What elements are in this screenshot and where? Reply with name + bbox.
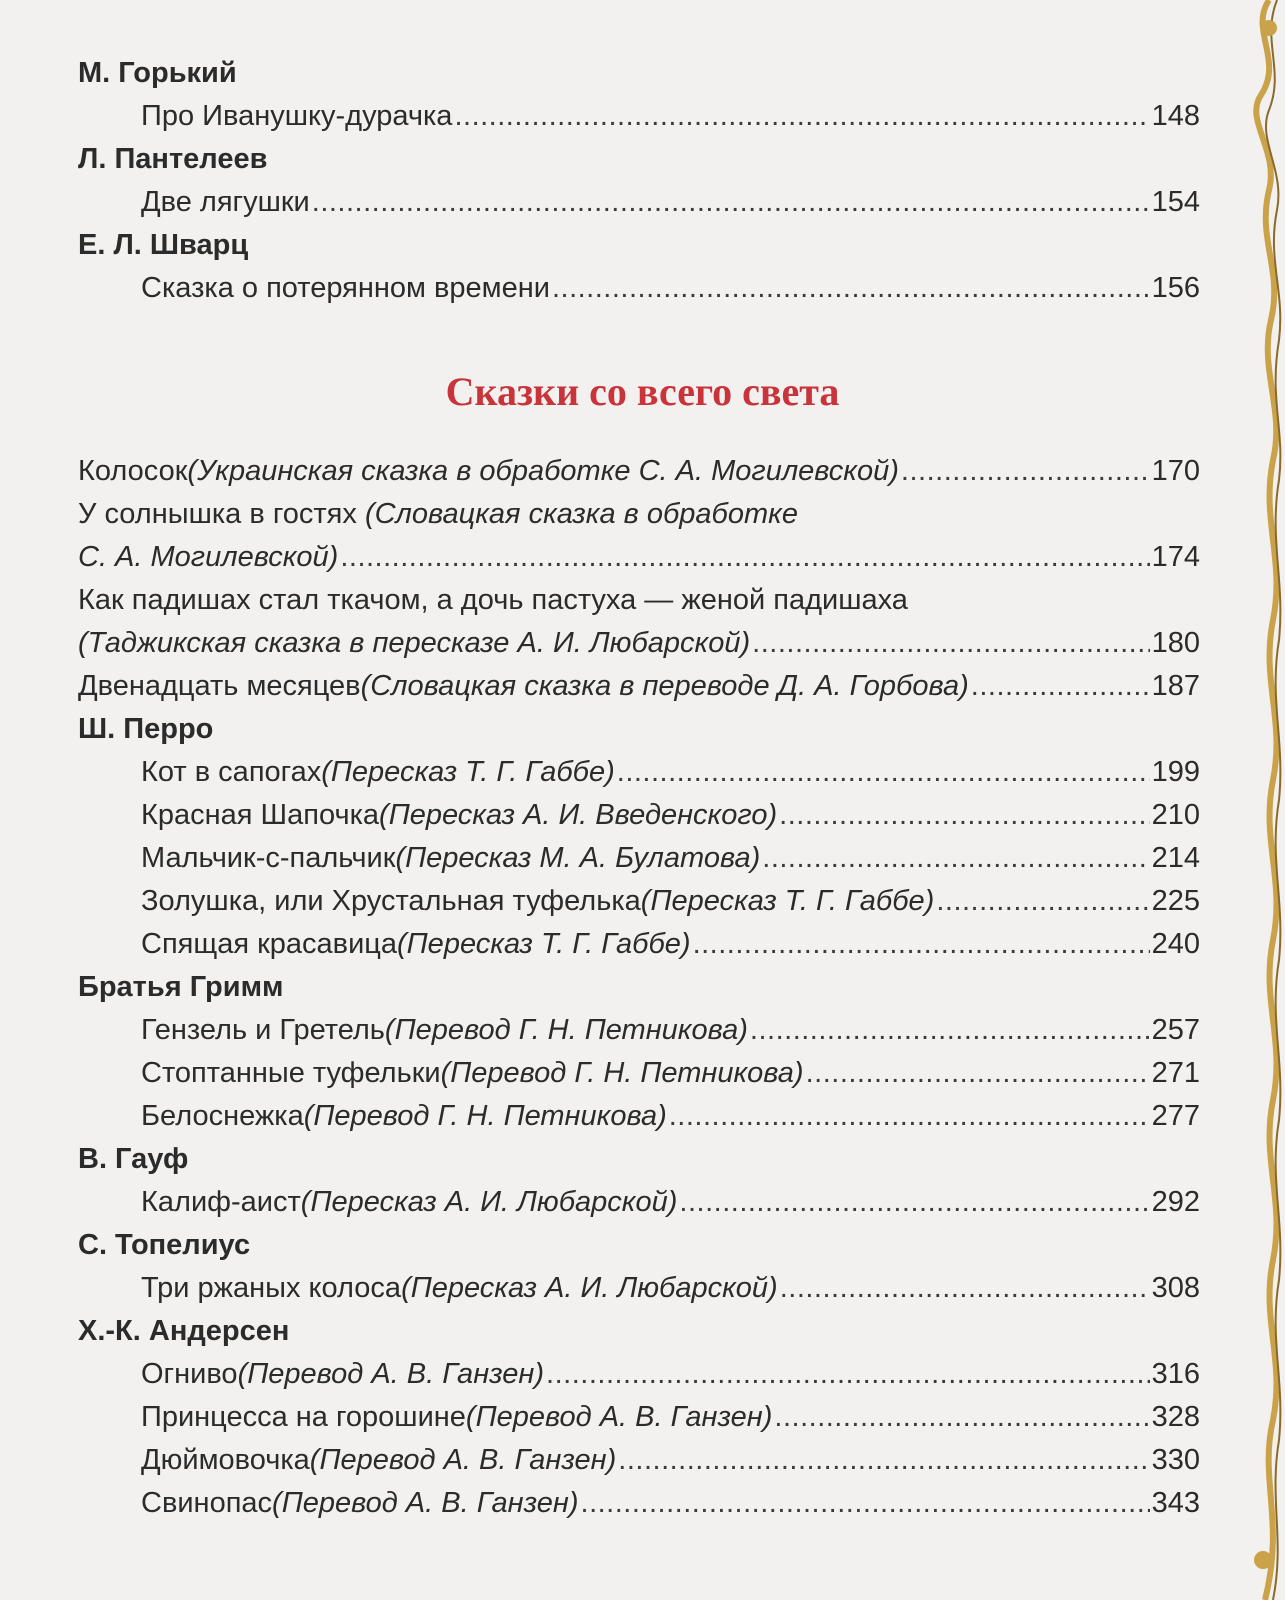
entry-title: Стоптанные туфельки	[141, 1057, 441, 1089]
entry-note: (Словацкая сказка в обработке	[364, 498, 798, 530]
leader-dots	[546, 1353, 1150, 1396]
entry-title: Двенадцать месяцев	[78, 670, 361, 702]
toc-entry[interactable]	[78, 837, 1200, 880]
toc-entry[interactable]	[78, 450, 1200, 493]
author-name: М. Горький	[78, 57, 237, 89]
toc-entry[interactable]	[78, 536, 1200, 579]
entry-title: Сказка о потерянном времени	[141, 272, 550, 304]
entry-note: (Словацкая сказка в переводе Д. А. Горбова)	[360, 670, 969, 702]
toc-entry[interactable]	[78, 1267, 1200, 1310]
author-name: С. Топелиус	[78, 1229, 251, 1261]
entry-note: (Пересказ Т. Г. Габбе)	[397, 928, 691, 960]
author-name: Л. Пантелеев	[78, 143, 268, 175]
leader-dots	[752, 622, 1149, 665]
leader-dots	[617, 751, 1150, 794]
gold-ornamental-border-icon	[1239, 0, 1285, 1600]
page-number: 225	[1151, 885, 1200, 917]
leader-dots	[774, 1396, 1149, 1439]
entry-note: (Пересказ Т. Г. Габбе)	[640, 885, 935, 917]
entry-title: Как падишах стал ткачом, а дочь пастуха — женой падишаха	[78, 584, 908, 616]
entry-title: Спящая красавица	[141, 928, 398, 960]
page-number: 316	[1151, 1358, 1200, 1390]
page-number: 343	[1151, 1487, 1200, 1519]
toc-entry[interactable]	[78, 923, 1200, 966]
entry-title: Дюймовочка	[141, 1444, 310, 1476]
leader-dots	[780, 1267, 1150, 1310]
entry-note: С. А. Могилевской)	[78, 541, 339, 573]
page-number: 271	[1151, 1057, 1200, 1089]
toc-entry[interactable]	[78, 1353, 1200, 1396]
entry-title: Про Иванушку-дурачка	[141, 100, 453, 132]
author-name: Е. Л. Шварц	[78, 229, 249, 261]
toc-entry[interactable]	[78, 665, 1200, 708]
leader-dots	[340, 536, 1149, 579]
leader-dots	[618, 1439, 1149, 1482]
entry-title: Мальчик-с-пальчик	[141, 842, 396, 874]
page-number: 292	[1151, 1186, 1200, 1218]
entry-title: Гензель и Гретель	[141, 1014, 385, 1046]
page-number: 154	[1151, 186, 1200, 218]
toc-top-section	[78, 52, 1200, 310]
entry-title: Калиф-аист	[141, 1186, 301, 1218]
leader-dots	[312, 181, 1150, 224]
author-name: В. Гауф	[78, 1143, 189, 1175]
toc-entry[interactable]	[78, 1052, 1200, 1095]
entry-title: Свинопас	[141, 1487, 273, 1519]
page-number: 330	[1151, 1444, 1200, 1476]
leader-dots	[936, 880, 1149, 923]
author-name: Ш. Перро	[78, 713, 214, 745]
page-number: 210	[1151, 799, 1200, 831]
toc-entry[interactable]	[78, 1482, 1200, 1525]
leader-dots	[762, 837, 1149, 880]
entry-note: (Перевод А. В. Ганзен)	[272, 1487, 579, 1519]
page-number: 174	[1151, 541, 1200, 573]
page-number: 277	[1151, 1100, 1200, 1132]
toc-entry[interactable]	[78, 622, 1200, 665]
author-name: Х.-К. Андерсен	[78, 1315, 290, 1347]
entry-note: (Перевод Г. Н. Петникова)	[303, 1100, 667, 1132]
page-number: 156	[1151, 272, 1200, 304]
entry-title: Красная Шапочка	[141, 799, 380, 831]
toc-entry[interactable]	[78, 1181, 1200, 1224]
entry-title: Принцесса на горошине	[141, 1401, 466, 1433]
toc-entry[interactable]	[78, 1396, 1200, 1439]
entry-note: (Перевод А. В. Ганзен)	[465, 1401, 773, 1433]
entry-note: (Пересказ М. А. Булатова)	[395, 842, 761, 874]
entry-note: (Пересказ А. И. Любарской)	[300, 1186, 678, 1218]
entry-note: (Пересказ Т. Г. Габбе)	[321, 756, 615, 788]
leader-dots	[669, 1095, 1150, 1138]
entry-note: (Перевод Г. Н. Петникова)	[384, 1014, 748, 1046]
entry-title: Три ржаных колоса	[141, 1272, 402, 1304]
author-name: Братья Гримм	[78, 971, 284, 1003]
leader-dots	[454, 95, 1149, 138]
leader-dots	[679, 1181, 1149, 1224]
entry-note: (Украинская сказка в обработке С. А. Могилевской)	[187, 455, 899, 487]
page-number: 240	[1151, 928, 1200, 960]
entry-note: (Перевод А. В. Ганзен)	[309, 1444, 617, 1476]
toc-entry[interactable]	[78, 267, 1200, 310]
entry-note: (Перевод Г. Н. Петникова)	[440, 1057, 804, 1089]
entry-title: Огниво	[141, 1358, 238, 1390]
leader-dots	[971, 665, 1150, 708]
leader-dots	[693, 923, 1150, 966]
leader-dots	[901, 450, 1150, 493]
toc-entry[interactable]	[78, 794, 1200, 837]
entry-title: Колосок	[78, 455, 188, 487]
page-number: 214	[1151, 842, 1200, 874]
toc-entry-line[interactable]	[78, 579, 1200, 622]
page-number: 187	[1151, 670, 1200, 702]
toc-entry[interactable]	[78, 1439, 1200, 1482]
page-number: 199	[1151, 756, 1200, 788]
page-number: 257	[1151, 1014, 1200, 1046]
leader-dots	[806, 1052, 1150, 1095]
page-number: 180	[1151, 627, 1200, 659]
entry-title: Две лягушки	[141, 186, 310, 218]
section-heading: Сказки со всего света	[445, 369, 840, 414]
leader-dots	[581, 1482, 1150, 1525]
entry-title: У солнышка в гостях	[78, 498, 365, 530]
page-number: 308	[1151, 1272, 1200, 1304]
entry-title: Кот в сапогах	[141, 756, 322, 788]
entry-note: (Пересказ А. И. Любарской)	[401, 1272, 778, 1304]
leader-dots	[779, 794, 1149, 837]
entry-title: Белоснежка	[141, 1100, 304, 1132]
entry-note: (Перевод А. В. Ганзен)	[237, 1358, 545, 1390]
leader-dots	[750, 1009, 1150, 1052]
leader-dots	[552, 267, 1150, 310]
toc-entry[interactable]	[78, 880, 1200, 923]
toc-entry[interactable]	[78, 1009, 1200, 1052]
page-number: 328	[1151, 1401, 1200, 1433]
toc-entry[interactable]	[78, 181, 1200, 224]
page-number: 148	[1151, 100, 1200, 132]
toc-world-section	[78, 450, 1200, 1525]
toc-entry[interactable]	[78, 751, 1200, 794]
toc-entry[interactable]	[78, 95, 1200, 138]
toc-entry-line[interactable]	[78, 493, 1200, 536]
toc-entry[interactable]	[78, 1095, 1200, 1138]
page-number: 170	[1151, 455, 1200, 487]
entry-note: (Пересказ А. И. Введенского)	[379, 799, 778, 831]
entry-note: (Таджикская сказка в пересказе А. И. Любарской)	[78, 627, 751, 659]
entry-title: Золушка, или Хрустальная туфелька	[141, 885, 641, 917]
